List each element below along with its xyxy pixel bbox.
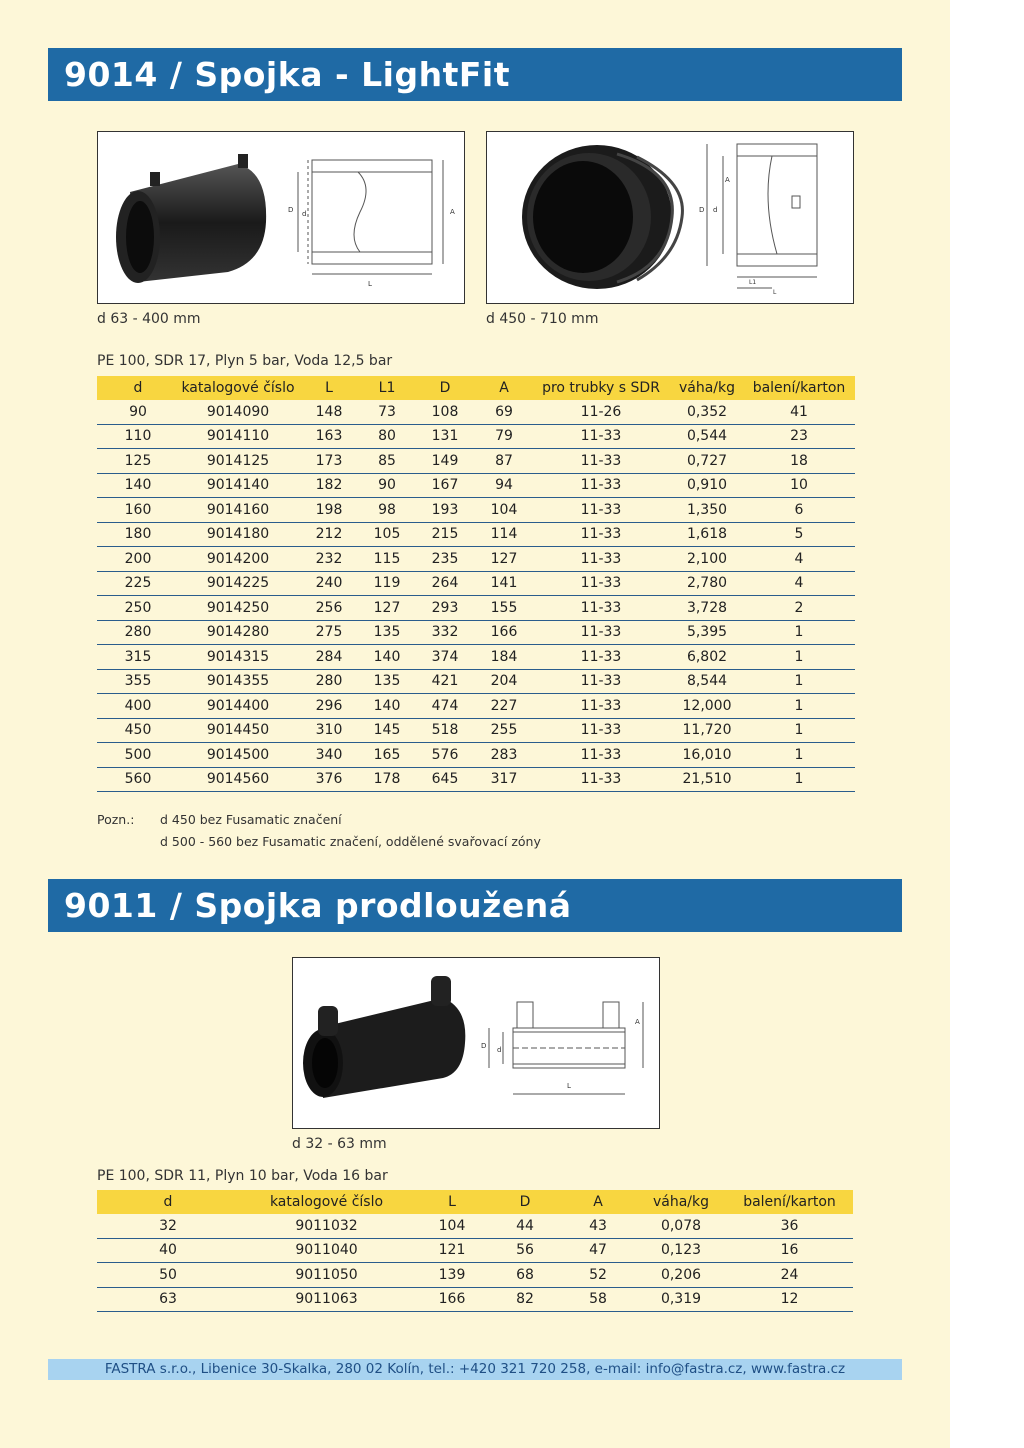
product-image-lightfit-small: [97, 131, 465, 304]
table-cell: 9014280: [179, 620, 297, 645]
table-cell: 275: [297, 620, 361, 645]
table-cell: 182: [297, 473, 361, 498]
table-cell: 1: [743, 620, 855, 645]
drawing-label-D: D: [288, 206, 294, 214]
table-cell: 105: [361, 522, 413, 547]
table-cell: 315: [97, 645, 179, 670]
table-cell: 73: [361, 400, 413, 424]
table-cell: 166: [414, 1287, 490, 1312]
table-row: [97, 645, 855, 670]
table-cell: 139: [414, 1263, 490, 1288]
drawing-label-d: d: [302, 210, 307, 218]
table-cell: 1: [743, 694, 855, 719]
table-cell: 108: [413, 400, 477, 424]
table-cell: 193: [413, 498, 477, 523]
table-cell: 140: [97, 473, 179, 498]
table-cell: 0,078: [636, 1214, 726, 1238]
table-cell: 9014500: [179, 743, 297, 768]
table-cell: 44: [490, 1214, 560, 1238]
table-cell: 80: [361, 424, 413, 449]
table-cell: 256: [297, 596, 361, 621]
t1-header-cell: pro trubky s SDR: [531, 376, 671, 400]
table-cell: 1: [743, 669, 855, 694]
drawing2-label-L1: L1: [749, 279, 757, 286]
caption-size-range-small: d 63 - 400 mm: [97, 311, 201, 327]
table-cell: 264: [413, 571, 477, 596]
table-row: [97, 596, 855, 621]
table-cell: 180: [97, 522, 179, 547]
table-cell: 5,395: [671, 620, 743, 645]
table-cell: 9014250: [179, 596, 297, 621]
table-cell: 9014355: [179, 669, 297, 694]
table-cell: 0,206: [636, 1263, 726, 1288]
table-cell: 232: [297, 547, 361, 572]
table-cell: 63: [97, 1287, 239, 1312]
table-cell: 1: [743, 743, 855, 768]
table-cell: 9011050: [239, 1263, 414, 1288]
table-cell: 376: [297, 767, 361, 792]
t1-header-cell: balení/karton: [743, 376, 855, 400]
table-cell: 24: [726, 1263, 853, 1288]
table-cell: 121: [414, 1238, 490, 1263]
table-cell: 280: [297, 669, 361, 694]
table-cell: 68: [490, 1263, 560, 1288]
table-cell: 135: [361, 620, 413, 645]
table-cell: 0,352: [671, 400, 743, 424]
table-cell: 11-33: [531, 547, 671, 572]
table-cell: 450: [97, 718, 179, 743]
table-cell: 23: [743, 424, 855, 449]
spec-line-9014: PE 100, SDR 17, Plyn 5 bar, Voda 12,5 bar: [97, 353, 393, 369]
table-cell: 518: [413, 718, 477, 743]
table-cell: 167: [413, 473, 477, 498]
t1-header-cell: A: [477, 376, 531, 400]
table-cell: 40: [97, 1238, 239, 1263]
table-row: [97, 1263, 853, 1288]
table-cell: 18: [743, 449, 855, 474]
table-cell: 9014560: [179, 767, 297, 792]
table-row: [97, 400, 855, 424]
table-cell: 5: [743, 522, 855, 547]
table-cell: 115: [361, 547, 413, 572]
section-title-9014: 9014 / Spojka - LightFit: [48, 48, 902, 101]
table-9011: [97, 1190, 853, 1312]
table-cell: 9014110: [179, 424, 297, 449]
table-cell: 9014180: [179, 522, 297, 547]
table-row: [97, 522, 855, 547]
table-cell: 280: [97, 620, 179, 645]
product-image-lightfit-large: [486, 131, 854, 304]
t1-header-cell: katalogové číslo: [179, 376, 297, 400]
table-cell: 11-33: [531, 596, 671, 621]
t2-header-cell: váha/kg: [636, 1190, 726, 1214]
table-cell: 9014315: [179, 645, 297, 670]
table-cell: 36: [726, 1214, 853, 1238]
table-row: [97, 571, 855, 596]
t2-header-cell: katalogové číslo: [239, 1190, 414, 1214]
table-cell: 1,350: [671, 498, 743, 523]
table-cell: 104: [414, 1214, 490, 1238]
table-cell: 200: [97, 547, 179, 572]
table-cell: 6,802: [671, 645, 743, 670]
drawing2-label-D: D: [699, 206, 705, 214]
table-cell: 149: [413, 449, 477, 474]
table-cell: 114: [477, 522, 531, 547]
table-cell: 165: [361, 743, 413, 768]
table-cell: 284: [297, 645, 361, 670]
table-cell: 79: [477, 424, 531, 449]
table-cell: 94: [477, 473, 531, 498]
table-cell: 9011063: [239, 1287, 414, 1312]
table-cell: 69: [477, 400, 531, 424]
t2-header-cell: A: [560, 1190, 636, 1214]
table-cell: 12: [726, 1287, 853, 1312]
table-cell: 160: [97, 498, 179, 523]
caption-size-range-extended: d 32 - 63 mm: [292, 1136, 387, 1152]
table-9014: [97, 376, 855, 792]
t1-header-cell: váha/kg: [671, 376, 743, 400]
t1-header-cell: L: [297, 376, 361, 400]
table-cell: 155: [477, 596, 531, 621]
table-cell: 9014400: [179, 694, 297, 719]
table-cell: 500: [97, 743, 179, 768]
caption-size-range-large: d 450 - 710 mm: [486, 311, 599, 327]
table-cell: 52: [560, 1263, 636, 1288]
product-image-extended-coupling: [292, 957, 660, 1129]
table-cell: 58: [560, 1287, 636, 1312]
table-cell: 293: [413, 596, 477, 621]
table-cell: 421: [413, 669, 477, 694]
table-cell: 1: [743, 718, 855, 743]
table-cell: 82: [490, 1287, 560, 1312]
table-cell: 11-33: [531, 498, 671, 523]
table-cell: 6: [743, 498, 855, 523]
table-cell: 0,319: [636, 1287, 726, 1312]
table-cell: 374: [413, 645, 477, 670]
table-cell: 178: [361, 767, 413, 792]
table-cell: 250: [97, 596, 179, 621]
table-cell: 21,510: [671, 767, 743, 792]
table-cell: 227: [477, 694, 531, 719]
table-cell: 85: [361, 449, 413, 474]
table-cell: 104: [477, 498, 531, 523]
table-row: [97, 669, 855, 694]
drawing3-label-L: L: [567, 1082, 571, 1090]
table-cell: 9014200: [179, 547, 297, 572]
table-cell: 90: [361, 473, 413, 498]
table-cell: 310: [297, 718, 361, 743]
drawing3-label-d: d: [497, 1046, 502, 1054]
table-cell: 11-33: [531, 424, 671, 449]
large-coupling-illustration: [487, 132, 852, 302]
table-cell: 2,780: [671, 571, 743, 596]
table-cell: 212: [297, 522, 361, 547]
table-cell: 184: [477, 645, 531, 670]
t1-header-cell: d: [97, 376, 179, 400]
table-cell: 110: [97, 424, 179, 449]
table-cell: 87: [477, 449, 531, 474]
table-cell: 9014225: [179, 571, 297, 596]
table-cell: 11-33: [531, 571, 671, 596]
table-cell: 11-33: [531, 743, 671, 768]
t2-header-cell: L: [414, 1190, 490, 1214]
table-cell: 2,100: [671, 547, 743, 572]
table-cell: 16,010: [671, 743, 743, 768]
table-cell: 10: [743, 473, 855, 498]
table-cell: 47: [560, 1238, 636, 1263]
footer-contact: FASTRA s.r.o., Libenice 30-Skalka, 280 02 Kolín, tel.: +420 321 720 258, e-mail: info@fastra.cz, www.fastra.cz: [48, 1359, 902, 1380]
table-cell: 2: [743, 596, 855, 621]
table-cell: 16: [726, 1238, 853, 1263]
table-cell: 56: [490, 1238, 560, 1263]
table-cell: 127: [361, 596, 413, 621]
t2-header-cell: d: [97, 1190, 239, 1214]
table-cell: 11-33: [531, 473, 671, 498]
table-cell: 50: [97, 1263, 239, 1288]
table-cell: 11-33: [531, 694, 671, 719]
table-cell: 32: [97, 1214, 239, 1238]
spec-line-9011: PE 100, SDR 11, Plyn 10 bar, Voda 16 bar: [97, 1168, 388, 1184]
table-cell: 9011040: [239, 1238, 414, 1263]
table-cell: 9014160: [179, 498, 297, 523]
table-cell: 340: [297, 743, 361, 768]
table-cell: 11-33: [531, 522, 671, 547]
table-cell: 9014090: [179, 400, 297, 424]
table-cell: 317: [477, 767, 531, 792]
table-row: [97, 718, 855, 743]
table-cell: 355: [97, 669, 179, 694]
table-cell: 0,544: [671, 424, 743, 449]
table-cell: 0,123: [636, 1238, 726, 1263]
table-row: [97, 547, 855, 572]
table-cell: 9011032: [239, 1214, 414, 1238]
note-label: Pozn.:: [97, 812, 135, 827]
drawing2-label-A: A: [725, 176, 730, 184]
drawing2-label-d: d: [713, 206, 718, 214]
table-cell: 41: [743, 400, 855, 424]
table-cell: 140: [361, 645, 413, 670]
table-row: [97, 1287, 853, 1312]
table-cell: 1,618: [671, 522, 743, 547]
table-cell: 1: [743, 767, 855, 792]
drawing-label-L: L: [368, 280, 372, 288]
note-line-1: d 450 bez Fusamatic značení: [160, 812, 342, 827]
table-cell: 11-33: [531, 645, 671, 670]
table-cell: 332: [413, 620, 477, 645]
table-cell: 125: [97, 449, 179, 474]
table-row: [97, 1238, 853, 1263]
table-cell: 11-33: [531, 767, 671, 792]
table-cell: 9014450: [179, 718, 297, 743]
drawing3-label-A: A: [635, 1018, 640, 1026]
table-row: [97, 620, 855, 645]
table-cell: 240: [297, 571, 361, 596]
table-cell: 11-33: [531, 669, 671, 694]
table-cell: 90: [97, 400, 179, 424]
table-cell: 1: [743, 645, 855, 670]
table-cell: 43: [560, 1214, 636, 1238]
table-cell: 576: [413, 743, 477, 768]
table-cell: 283: [477, 743, 531, 768]
table-9011-header-row: [97, 1190, 853, 1214]
table-row: [97, 449, 855, 474]
table-cell: 0,727: [671, 449, 743, 474]
table-cell: 141: [477, 571, 531, 596]
table-cell: 255: [477, 718, 531, 743]
table-cell: 560: [97, 767, 179, 792]
table-cell: 9014140: [179, 473, 297, 498]
table-cell: 11,720: [671, 718, 743, 743]
table-row: [97, 767, 855, 792]
table-cell: 166: [477, 620, 531, 645]
table-cell: 0,910: [671, 473, 743, 498]
table-cell: 9014125: [179, 449, 297, 474]
table-cell: 173: [297, 449, 361, 474]
table-cell: 11-33: [531, 620, 671, 645]
table-cell: 645: [413, 767, 477, 792]
extended-coupling-illustration: [293, 958, 658, 1127]
table-cell: 198: [297, 498, 361, 523]
table-cell: 11-26: [531, 400, 671, 424]
table-row: [97, 498, 855, 523]
note-line-2: d 500 - 560 bez Fusamatic značení, oddělené svařovací zóny: [160, 834, 541, 849]
drawing-label-A: A: [450, 208, 455, 216]
table-cell: 11-33: [531, 718, 671, 743]
coupling-illustration: [98, 132, 463, 302]
table-cell: 400: [97, 694, 179, 719]
table-cell: 163: [297, 424, 361, 449]
table-cell: 140: [361, 694, 413, 719]
table-cell: 235: [413, 547, 477, 572]
t2-header-cell: D: [490, 1190, 560, 1214]
table-cell: 225: [97, 571, 179, 596]
table-cell: 135: [361, 669, 413, 694]
table-cell: 131: [413, 424, 477, 449]
table-cell: 296: [297, 694, 361, 719]
drawing2-label-L: L: [773, 289, 777, 296]
table-cell: 4: [743, 547, 855, 572]
t2-header-cell: balení/karton: [726, 1190, 853, 1214]
table-row: [97, 424, 855, 449]
t1-header-cell: D: [413, 376, 477, 400]
table-cell: 215: [413, 522, 477, 547]
table-row: [97, 473, 855, 498]
table-9014-header-row: [97, 376, 855, 400]
table-cell: 474: [413, 694, 477, 719]
table-cell: 204: [477, 669, 531, 694]
table-cell: 4: [743, 571, 855, 596]
table-cell: 127: [477, 547, 531, 572]
table-row: [97, 694, 855, 719]
table-cell: 11-33: [531, 449, 671, 474]
table-cell: 119: [361, 571, 413, 596]
section-title-9011: 9011 / Spojka prodloužená: [48, 879, 902, 932]
table-cell: 148: [297, 400, 361, 424]
table-cell: 3,728: [671, 596, 743, 621]
table-cell: 145: [361, 718, 413, 743]
table-row: [97, 1214, 853, 1238]
table-cell: 12,000: [671, 694, 743, 719]
table-cell: 98: [361, 498, 413, 523]
drawing3-label-D: D: [481, 1042, 487, 1050]
table-row: [97, 743, 855, 768]
t1-header-cell: L1: [361, 376, 413, 400]
table-cell: 8,544: [671, 669, 743, 694]
